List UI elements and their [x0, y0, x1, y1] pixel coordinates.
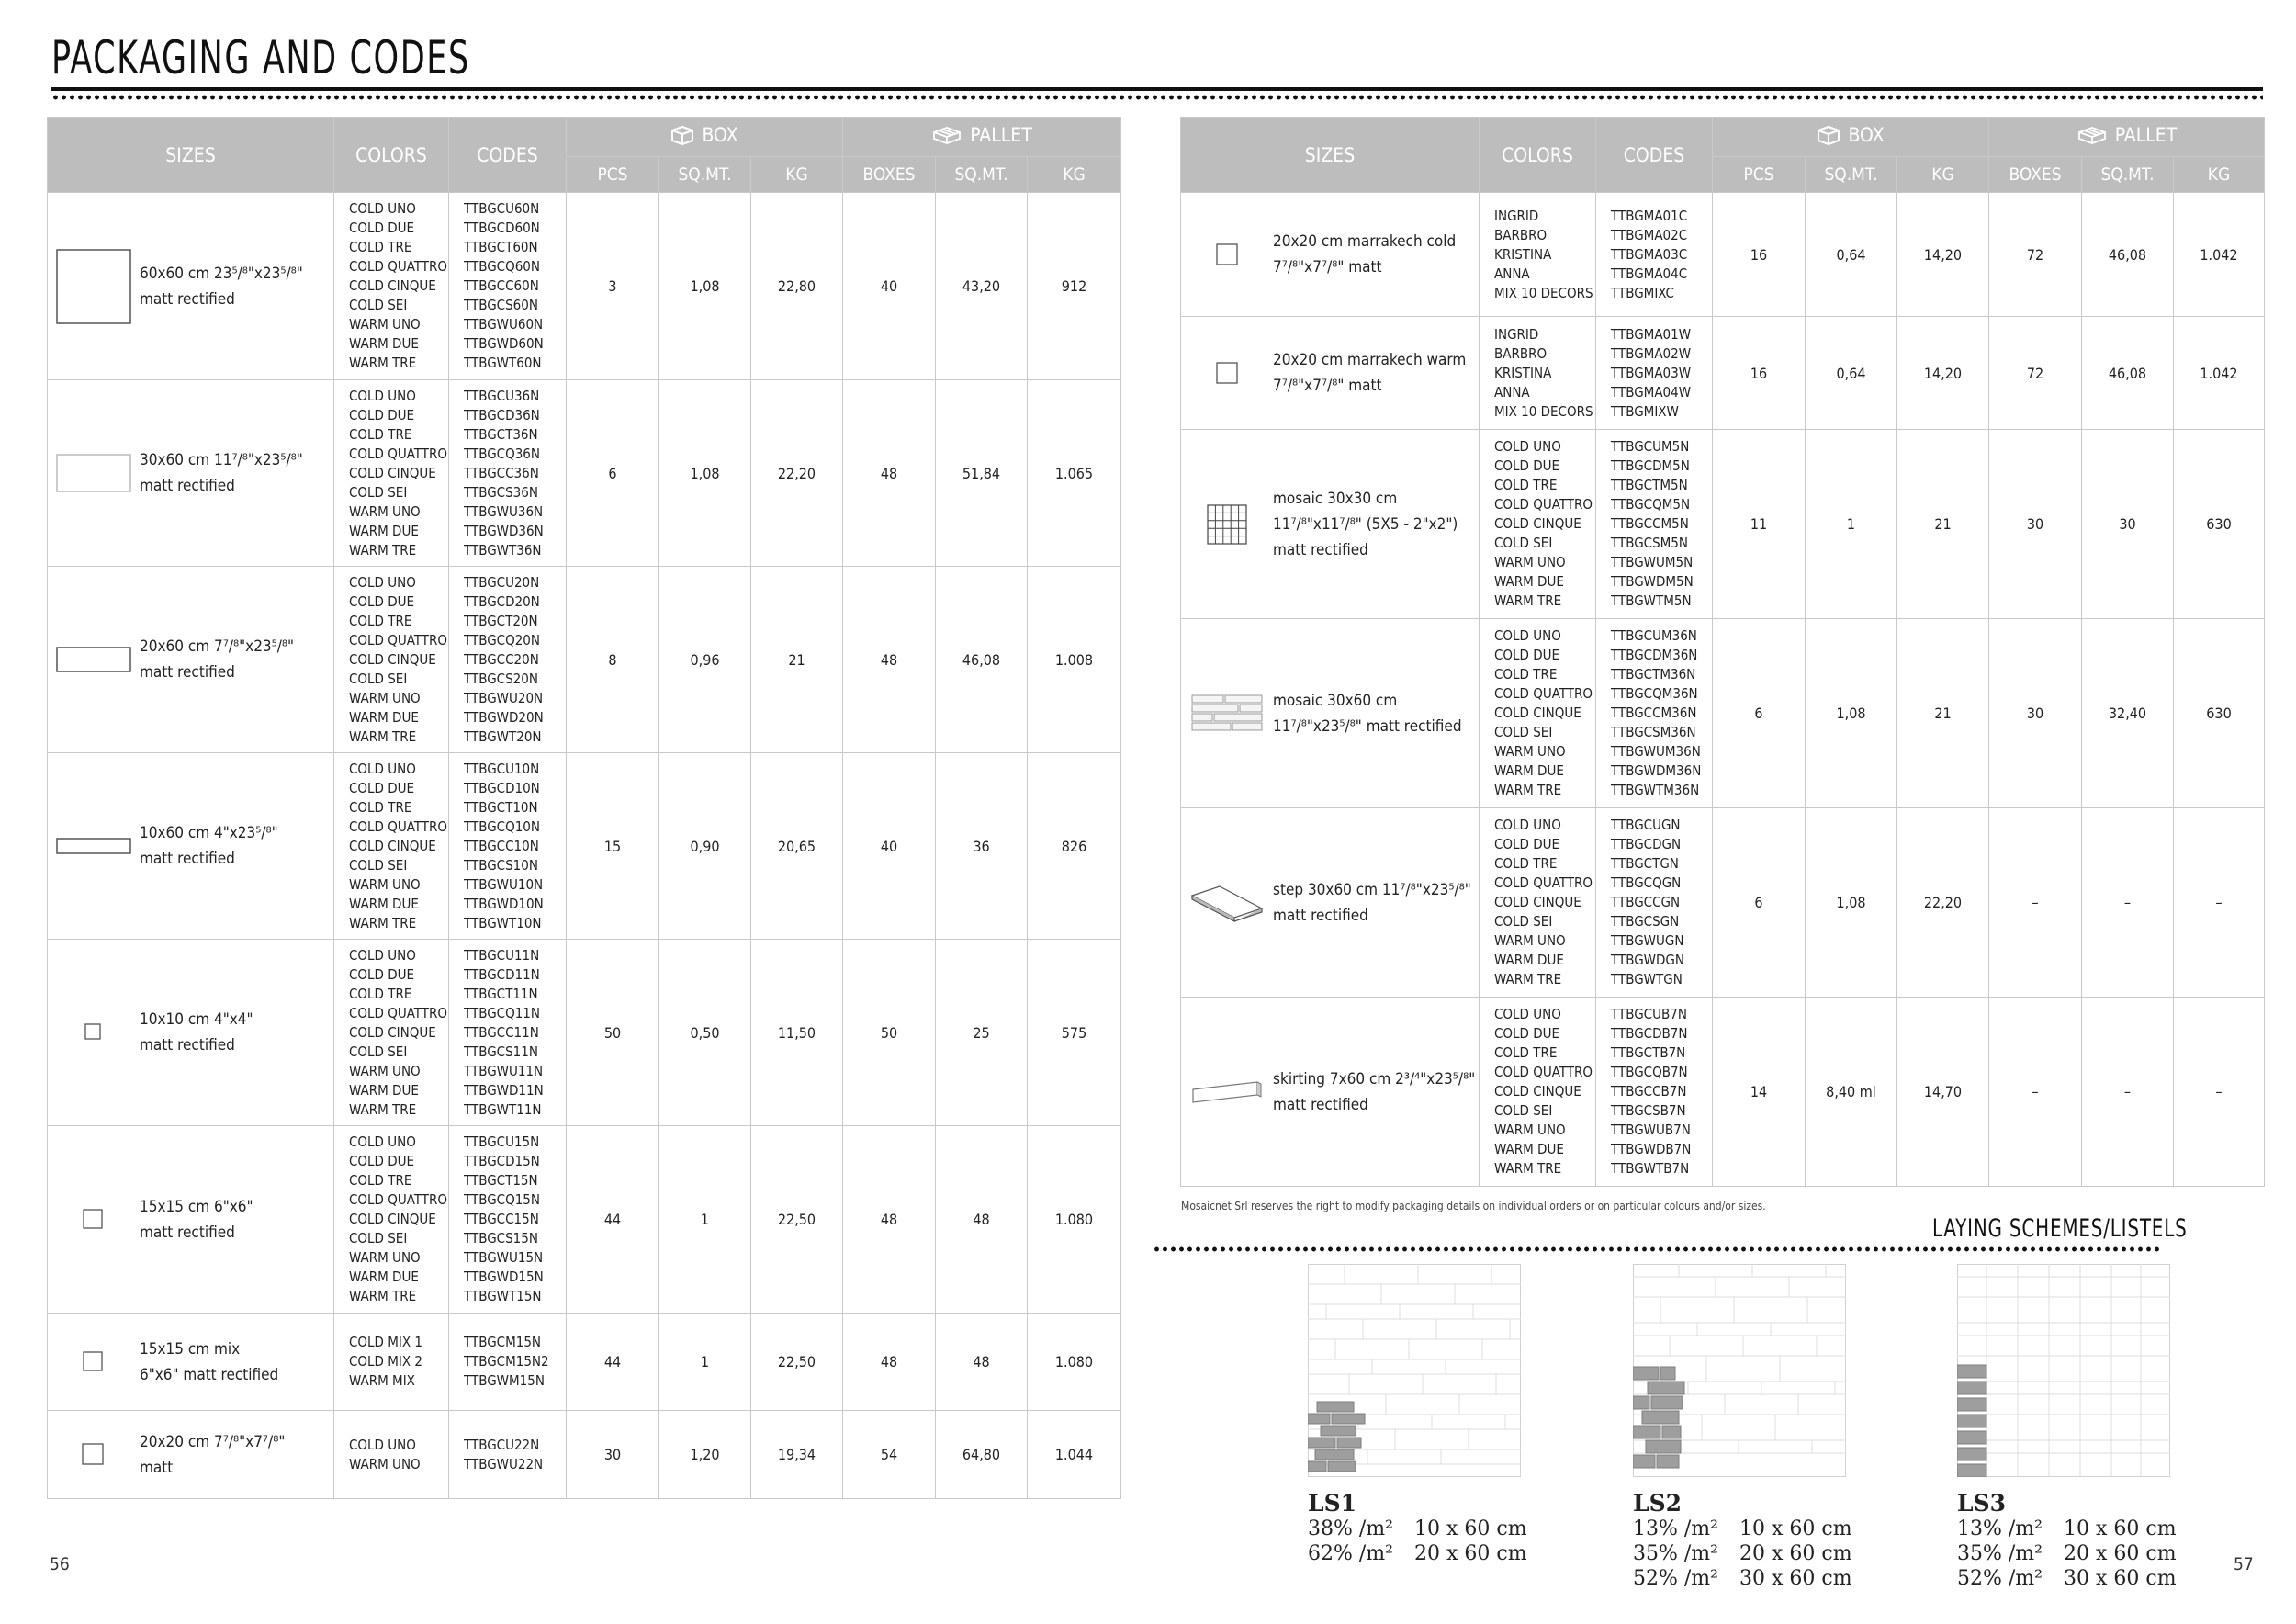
size-cell: [48, 753, 334, 940]
colors-list: INGRID BARBRO KRISTINA ANNA MIX 10 DECORS: [1494, 325, 1593, 420]
pallet-sqmt: 46,08: [936, 567, 1028, 753]
box-kg: 19,34: [751, 1411, 843, 1499]
pallet-boxes: 48: [843, 567, 936, 753]
box-pcs: 16: [1713, 193, 1806, 317]
pallet-boxes: –: [1989, 808, 2082, 998]
colors-cell: [1480, 193, 1596, 317]
pallet-sqmt: –: [2082, 808, 2174, 998]
size-label: 20x20 cm 7⁷/⁸"x7⁷/⁸" matt: [140, 1432, 286, 1477]
ls1-size: 20 x 60 cm: [1414, 1542, 1527, 1565]
ls1-size: 10 x 60 cm: [1414, 1517, 1527, 1540]
box-pcs: 11: [1713, 430, 1806, 619]
ls1-pct: 62% /m²: [1308, 1542, 1393, 1565]
pallet-sqmt: 43,20: [936, 193, 1028, 380]
codes-list: TTBGMA01C TTBGMA02C TTBGMA03C TTBGMA04C TTBGMIXC: [1611, 207, 1688, 301]
colors-cell: [334, 380, 449, 567]
header-pallet-kg: KG: [2174, 157, 2265, 193]
pallet-sqmt: 36: [936, 753, 1028, 940]
box-sqmt: 0,64: [1806, 193, 1897, 317]
codes-cell: [1596, 619, 1713, 808]
size-cell: [48, 1314, 334, 1411]
pallet-kg: 1.080: [1028, 1314, 1121, 1411]
ls1-row: [1308, 1541, 1527, 1566]
pallet-boxes: 54: [843, 1411, 936, 1499]
codes-list: TTBGCUGN TTBGCDGN TTBGCTGN TTBGCQGN TTBGCCGN TTBGCSGN TTBGWUGN TTBGWDGN TTBGWTGN: [1611, 817, 1684, 987]
colors-list: COLD UNO COLD DUE COLD TRE COLD QUATTRO COLD CINQUE COLD SEI WARM UNO WARM DUE WARM TRE: [1494, 438, 1593, 609]
pallet-boxes: 72: [1989, 317, 2082, 430]
ls3-pattern-image: [1957, 1264, 2170, 1477]
size-label: skirting 7x60 cm 2³/⁴"x23⁵/⁸" matt rectified: [1273, 1069, 1476, 1114]
ls3-row: [1957, 1566, 2177, 1591]
codes-cell: [449, 193, 567, 380]
codes-list: TTBGCUM36N TTBGCDM36N TTBGCTM36N TTBGCQM36N TTBGCCM36N TTBGCSM36N TTBGWUM36N TTBGWDM36N TTBGWTM36N: [1611, 627, 1702, 798]
colors-cell: [334, 940, 449, 1126]
left-packaging-table: [47, 117, 1121, 1499]
header-pcs: PCS: [1713, 157, 1806, 193]
ls2-pct: 52% /m²: [1633, 1567, 1718, 1590]
box-sqmt: 1: [659, 1314, 751, 1411]
pallet-icon: [2077, 125, 2108, 145]
size-label: step 30x60 cm 11⁷/⁸"x23⁵/⁸" matt rectified: [1273, 880, 1471, 925]
pallet-kg: 1.008: [1028, 567, 1121, 753]
header-colors: COLORS: [1480, 118, 1596, 193]
table-row: [48, 193, 1121, 380]
title-dotted-rule: [51, 95, 2263, 100]
header-pallet-kg: KG: [1028, 157, 1121, 193]
pallet-icon: [931, 125, 962, 145]
codes-cell: [1596, 430, 1713, 619]
box-kg: 14,20: [1897, 317, 1989, 430]
ls2-row: [1633, 1517, 1852, 1541]
size-cell: [1181, 619, 1480, 808]
size-cell: [48, 1126, 334, 1314]
size-cell: [48, 940, 334, 1126]
colors-cell: [334, 1314, 449, 1411]
pallet-boxes: 30: [1989, 430, 2082, 619]
header-box-label: BOX: [1848, 124, 1885, 146]
ls3-pct: 13% /m²: [1957, 1517, 2043, 1540]
codes-list: TTBGCUM5N TTBGCDM5N TTBGCTM5N TTBGCQM5N TTBGCCM5N TTBGCSM5N TTBGWUM5N TTBGWDM5N TTBGWTM5N: [1611, 438, 1694, 609]
header-colors: COLORS: [334, 118, 449, 193]
ls2-pattern-image: [1633, 1264, 1846, 1477]
tile-thumbnail-icon: [1181, 1078, 1273, 1106]
colors-cell: [1480, 619, 1596, 808]
header-pallet: [843, 118, 1121, 157]
colors-list: COLD UNO COLD DUE COLD TRE COLD QUATTRO COLD CINQUE COLD SEI WARM UNO WARM DUE WARM TRE: [1494, 627, 1593, 798]
codes-list: TTBGCU22N TTBGWU22N: [464, 1436, 544, 1472]
pallet-sqmt: –: [2082, 998, 2174, 1187]
colors-cell: [1480, 317, 1596, 430]
pallet-kg: 1.042: [2174, 317, 2265, 430]
colors-cell: [334, 567, 449, 753]
box-kg: 22,50: [751, 1126, 843, 1314]
table-row: [1181, 193, 2265, 317]
header-sizes: SIZES: [1181, 118, 1480, 193]
right-packaging-table: [1180, 117, 2265, 1187]
size-label: 20x20 cm marrakech warm 7⁷/⁸"x7⁷/⁸" matt: [1273, 351, 1467, 395]
pallet-sqmt: 25: [936, 940, 1028, 1126]
title-rule: [51, 87, 2263, 91]
size-label: 20x60 cm 7⁷/⁸"x23⁵/⁸" matt rectified: [140, 637, 295, 682]
codes-list: TTBGCU60N TTBGCD60N TTBGCT60N TTBGCQ60N TTBGCC60N TTBGCS60N TTBGWU60N TTBGWD60N TTBGWT60N: [464, 200, 544, 371]
pallet-boxes: 72: [1989, 193, 2082, 317]
size-cell: [48, 193, 334, 380]
colors-list: COLD UNO COLD DUE COLD TRE COLD QUATTRO COLD CINQUE COLD SEI WARM UNO WARM DUE WARM TRE: [1494, 817, 1593, 987]
header-boxes: BOXES: [1989, 157, 2082, 193]
box-pcs: 6: [1713, 619, 1806, 808]
header-pallet-sqmt: SQ.MT.: [2082, 157, 2174, 193]
box-pcs: 30: [567, 1411, 659, 1499]
ls2-row: [1633, 1541, 1852, 1566]
table-row: [48, 567, 1121, 753]
table-row: [48, 1411, 1121, 1499]
ls3-size: 10 x 60 cm: [2064, 1517, 2177, 1540]
box-kg: 14,20: [1897, 193, 1989, 317]
header-box-kg: KG: [751, 157, 843, 193]
colors-list: COLD UNO COLD DUE COLD TRE COLD QUATTRO COLD CINQUE COLD SEI WARM UNO WARM DUE WARM TRE: [349, 760, 448, 931]
table-row: [1181, 998, 2265, 1187]
table-row: [48, 753, 1121, 940]
pallet-kg: 630: [2174, 619, 2265, 808]
pallet-sqmt: 48: [936, 1126, 1028, 1314]
tile-thumbnail-icon: [1181, 694, 1273, 734]
size-label: 15x15 cm mix 6"x6" matt rectified: [140, 1339, 279, 1384]
codes-list: TTBGCM15N TTBGCM15N2 TTBGWM15N: [464, 1334, 549, 1389]
box-sqmt: 1,08: [659, 193, 751, 380]
pallet-boxes: 40: [843, 193, 936, 380]
tile-thumbnail-icon: [1181, 504, 1273, 545]
colors-list: COLD UNO COLD DUE COLD TRE COLD QUATTRO COLD CINQUE COLD SEI WARM UNO WARM DUE WARM TRE: [349, 1133, 448, 1304]
ls1-pct: 38% /m²: [1308, 1517, 1393, 1540]
tile-thumbnail-icon: [48, 1351, 140, 1373]
codes-list: TTBGCUB7N TTBGCDB7N TTBGCTB7N TTBGCQB7N TTBGCCB7N TTBGCSB7N TTBGWUB7N TTBGWDB7N TTBGWTB7N: [1611, 1006, 1692, 1177]
pallet-boxes: 48: [843, 1314, 936, 1411]
size-cell: [48, 380, 334, 567]
pallet-boxes: 48: [843, 1126, 936, 1314]
colors-list: COLD UNO COLD DUE COLD TRE COLD QUATTRO COLD CINQUE COLD SEI WARM UNO WARM DUE WARM TRE: [349, 573, 448, 745]
size-cell: [1181, 998, 1480, 1187]
pallet-sqmt: 51,84: [936, 380, 1028, 567]
colors-cell: [1480, 430, 1596, 619]
tile-thumbnail-icon: [48, 1209, 140, 1231]
tile-thumbnail-icon: [1181, 362, 1273, 384]
header-pcs: PCS: [567, 157, 659, 193]
box-kg: 22,50: [751, 1314, 843, 1411]
box-pcs: 15: [567, 753, 659, 940]
header-box: [1713, 118, 1989, 157]
codes-cell: [1596, 998, 1713, 1187]
header-box-sqmt: SQ.MT.: [659, 157, 751, 193]
header-box-label: BOX: [702, 124, 738, 146]
colors-cell: [334, 193, 449, 380]
table-row: [1181, 619, 2265, 808]
colors-cell: [334, 753, 449, 940]
header-sizes: SIZES: [48, 118, 334, 193]
codes-cell: [449, 1126, 567, 1314]
pallet-sqmt: 46,08: [2082, 193, 2174, 317]
page-number-left: 56: [50, 1554, 70, 1574]
tile-thumbnail-icon: [48, 1443, 140, 1467]
box-kg: 14,70: [1897, 998, 1989, 1187]
laying-dotted-rule: [1153, 1246, 2163, 1252]
box-sqmt: 1,08: [1806, 619, 1897, 808]
colors-cell: [1480, 808, 1596, 998]
codes-cell: [449, 1411, 567, 1499]
size-cell: [1181, 808, 1480, 998]
ls2-size: 20 x 60 cm: [1739, 1542, 1852, 1565]
pallet-boxes: 48: [843, 380, 936, 567]
tile-thumbnail-icon: [48, 647, 140, 672]
size-cell: [48, 1411, 334, 1499]
packaging-note: Mosaicnet Srl reserves the right to modify packaging details on individual orders or on particular colours and/or sizes.: [1181, 1200, 1766, 1212]
table-row: [48, 1314, 1121, 1411]
box-icon: [1817, 125, 1840, 145]
scheme-ls2: [1633, 1264, 1852, 1591]
ls3-row: [1957, 1541, 2177, 1566]
box-pcs: 16: [1713, 317, 1806, 430]
codes-list: TTBGCU11N TTBGCD11N TTBGCT11N TTBGCQ11N TTBGCC11N TTBGCS11N TTBGWU11N TTBGWD11N TTBGWT11N: [464, 946, 544, 1118]
table-row: [48, 940, 1121, 1126]
box-pcs: 50: [567, 940, 659, 1126]
pallet-boxes: 30: [1989, 619, 2082, 808]
box-pcs: 14: [1713, 998, 1806, 1187]
pallet-sqmt: 48: [936, 1314, 1028, 1411]
ls3-pct: 52% /m²: [1957, 1567, 2043, 1590]
pallet-kg: 1.065: [1028, 380, 1121, 567]
colors-list: COLD UNO COLD DUE COLD TRE COLD QUATTRO COLD CINQUE COLD SEI WARM UNO WARM DUE WARM TRE: [349, 387, 448, 558]
header-pallet: [1989, 118, 2265, 157]
table-row: [1181, 808, 2265, 998]
ls2-size: 30 x 60 cm: [1739, 1567, 1852, 1590]
pallet-kg: 912: [1028, 193, 1121, 380]
header-pallet-label: PALLET: [970, 124, 1032, 146]
ls3-size: 30 x 60 cm: [2064, 1567, 2177, 1590]
box-kg: 21: [1897, 619, 1989, 808]
pallet-kg: –: [2174, 808, 2265, 998]
ls1-pattern-image: [1308, 1264, 1521, 1477]
pallet-kg: 630: [2174, 430, 2265, 619]
pallet-sqmt: 64,80: [936, 1411, 1028, 1499]
tile-thumbnail-icon: [48, 249, 140, 324]
codes-cell: [449, 940, 567, 1126]
tile-thumbnail-icon: [1181, 243, 1273, 265]
pallet-sqmt: 30: [2082, 430, 2174, 619]
header-codes: CODES: [449, 118, 567, 193]
header-box-kg: KG: [1897, 157, 1989, 193]
pallet-sqmt: 46,08: [2082, 317, 2174, 430]
ls2-pct: 13% /m²: [1633, 1517, 1718, 1540]
box-sqmt: 0,64: [1806, 317, 1897, 430]
box-sqmt: 0,90: [659, 753, 751, 940]
tile-thumbnail-icon: [48, 838, 140, 854]
ls3-name: LS3: [1957, 1490, 2007, 1517]
box-kg: 20,65: [751, 753, 843, 940]
size-cell: [1181, 430, 1480, 619]
box-kg: 21: [751, 567, 843, 753]
codes-cell: [1596, 317, 1713, 430]
scheme-ls1: [1308, 1264, 1527, 1566]
page-title: PACKAGING AND CODES: [51, 31, 470, 85]
size-cell: [48, 567, 334, 753]
codes-list: TTBGCU15N TTBGCD15N TTBGCT15N TTBGCQ15N TTBGCC15N TTBGCS15N TTBGWU15N TTBGWD15N TTBGWT15N: [464, 1133, 544, 1304]
codes-cell: [449, 567, 567, 753]
table-row: [48, 1126, 1121, 1314]
header-codes: CODES: [1596, 118, 1713, 193]
size-label: 10x60 cm 4"x23⁵/⁸" matt rectified: [140, 824, 278, 868]
size-label: 10x10 cm 4"x4" matt rectified: [140, 1010, 253, 1054]
codes-cell: [449, 1314, 567, 1411]
size-cell: [1181, 193, 1480, 317]
codes-list: TTBGCU36N TTBGCD36N TTBGCT36N TTBGCQ36N TTBGCC36N TTBGCS36N TTBGWU36N TTBGWD36N TTBGWT36N: [464, 387, 544, 558]
codes-cell: [449, 753, 567, 940]
box-sqmt: 1,20: [659, 1411, 751, 1499]
tile-thumbnail-icon: [48, 454, 140, 492]
ls1-row: [1308, 1517, 1527, 1541]
codes-list: TTBGCU10N TTBGCD10N TTBGCT10N TTBGCQ10N TTBGCC10N TTBGCS10N TTBGWU10N TTBGWD10N TTBGWT10N: [464, 760, 544, 931]
box-pcs: 6: [567, 380, 659, 567]
box-kg: 21: [1897, 430, 1989, 619]
table-row: [48, 380, 1121, 567]
box-icon: [670, 125, 694, 145]
colors-list: COLD MIX 1 COLD MIX 2 WARM MIX: [349, 1334, 422, 1389]
size-label: 15x15 cm 6"x6" matt rectified: [140, 1197, 253, 1242]
box-sqmt: 1,08: [659, 380, 751, 567]
size-label: mosaic 30x30 cm 11⁷/⁸"x11⁷/⁸" (5X5 - 2"x2") matt rectified: [1273, 489, 1458, 559]
colors-cell: [334, 1411, 449, 1499]
header-boxes: BOXES: [843, 157, 936, 193]
pallet-kg: 1.044: [1028, 1411, 1121, 1499]
colors-list: COLD UNO COLD DUE COLD TRE COLD QUATTRO COLD CINQUE COLD SEI WARM UNO WARM DUE WARM TRE: [349, 946, 448, 1118]
header-pallet-label: PALLET: [2114, 124, 2178, 146]
box-pcs: 6: [1713, 808, 1806, 998]
ls1-name: LS1: [1308, 1490, 1357, 1517]
header-box: [567, 118, 843, 157]
size-label: 30x60 cm 11⁷/⁸"x23⁵/⁸" matt rectified: [140, 451, 303, 495]
pallet-kg: 1.042: [2174, 193, 2265, 317]
scheme-ls3: [1957, 1264, 2177, 1591]
pallet-boxes: –: [1989, 998, 2082, 1187]
header-pallet-sqmt: SQ.MT.: [936, 157, 1028, 193]
pallet-boxes: 40: [843, 753, 936, 940]
size-label: 20x20 cm marrakech cold 7⁷/⁸"x7⁷/⁸" matt: [1273, 232, 1457, 276]
ls2-name: LS2: [1633, 1490, 1683, 1517]
colors-list: INGRID BARBRO KRISTINA ANNA MIX 10 DECORS: [1494, 207, 1593, 301]
box-kg: 22,80: [751, 193, 843, 380]
ls2-row: [1633, 1566, 1852, 1591]
box-sqmt: 1: [1806, 430, 1897, 619]
box-kg: 22,20: [1897, 808, 1989, 998]
box-sqmt: 1: [659, 1126, 751, 1314]
ls3-row: [1957, 1517, 2177, 1541]
colors-list: COLD UNO WARM UNO: [349, 1436, 421, 1472]
codes-cell: [1596, 193, 1713, 317]
ls2-size: 10 x 60 cm: [1739, 1517, 1852, 1540]
size-label: mosaic 30x60 cm 11⁷/⁸"x23⁵/⁸" matt rectified: [1273, 691, 1462, 736]
header-box-sqmt: SQ.MT.: [1806, 157, 1897, 193]
codes-cell: [1596, 808, 1713, 998]
colors-list: COLD UNO COLD DUE COLD TRE COLD QUATTRO COLD CINQUE COLD SEI WARM UNO WARM DUE WARM TRE: [349, 200, 448, 371]
pallet-kg: 826: [1028, 753, 1121, 940]
box-sqmt: 0,96: [659, 567, 751, 753]
ls3-pct: 35% /m²: [1957, 1542, 2043, 1565]
box-pcs: 44: [567, 1314, 659, 1411]
box-pcs: 3: [567, 193, 659, 380]
tile-thumbnail-icon: [1181, 883, 1273, 923]
page-number-right: 57: [2234, 1554, 2254, 1574]
box-pcs: 44: [567, 1126, 659, 1314]
laying-schemes-title: LAYING SCHEMES/LISTELS: [1932, 1214, 2188, 1243]
ls2-pct: 35% /m²: [1633, 1542, 1718, 1565]
table-row: [1181, 430, 2265, 619]
size-cell: [1181, 317, 1480, 430]
codes-list: TTBGMA01W TTBGMA02W TTBGMA03W TTBGMA04W TTBGMIXW: [1611, 325, 1692, 420]
pallet-boxes: 50: [843, 940, 936, 1126]
tile-thumbnail-icon: [48, 1023, 140, 1042]
pallet-sqmt: 32,40: [2082, 619, 2174, 808]
pallet-kg: 575: [1028, 940, 1121, 1126]
box-kg: 22,20: [751, 380, 843, 567]
size-label: 60x60 cm 23⁵/⁸"x23⁵/⁸" matt rectified: [140, 264, 303, 309]
colors-list: COLD UNO COLD DUE COLD TRE COLD QUATTRO COLD CINQUE COLD SEI WARM UNO WARM DUE WARM TRE: [1494, 1006, 1593, 1177]
codes-cell: [449, 380, 567, 567]
box-kg: 11,50: [751, 940, 843, 1126]
colors-cell: [334, 1126, 449, 1314]
box-sqmt: 8,40 ml: [1806, 998, 1897, 1187]
ls3-size: 20 x 60 cm: [2064, 1542, 2177, 1565]
colors-cell: [1480, 998, 1596, 1187]
pallet-kg: –: [2174, 998, 2265, 1187]
pallet-kg: 1.080: [1028, 1126, 1121, 1314]
box-sqmt: 0,50: [659, 940, 751, 1126]
codes-list: TTBGCU20N TTBGCD20N TTBGCT20N TTBGCQ20N TTBGCC20N TTBGCS20N TTBGWU20N TTBGWD20N TTBGWT20N: [464, 573, 544, 745]
box-pcs: 8: [567, 567, 659, 753]
table-row: [1181, 317, 2265, 430]
box-sqmt: 1,08: [1806, 808, 1897, 998]
